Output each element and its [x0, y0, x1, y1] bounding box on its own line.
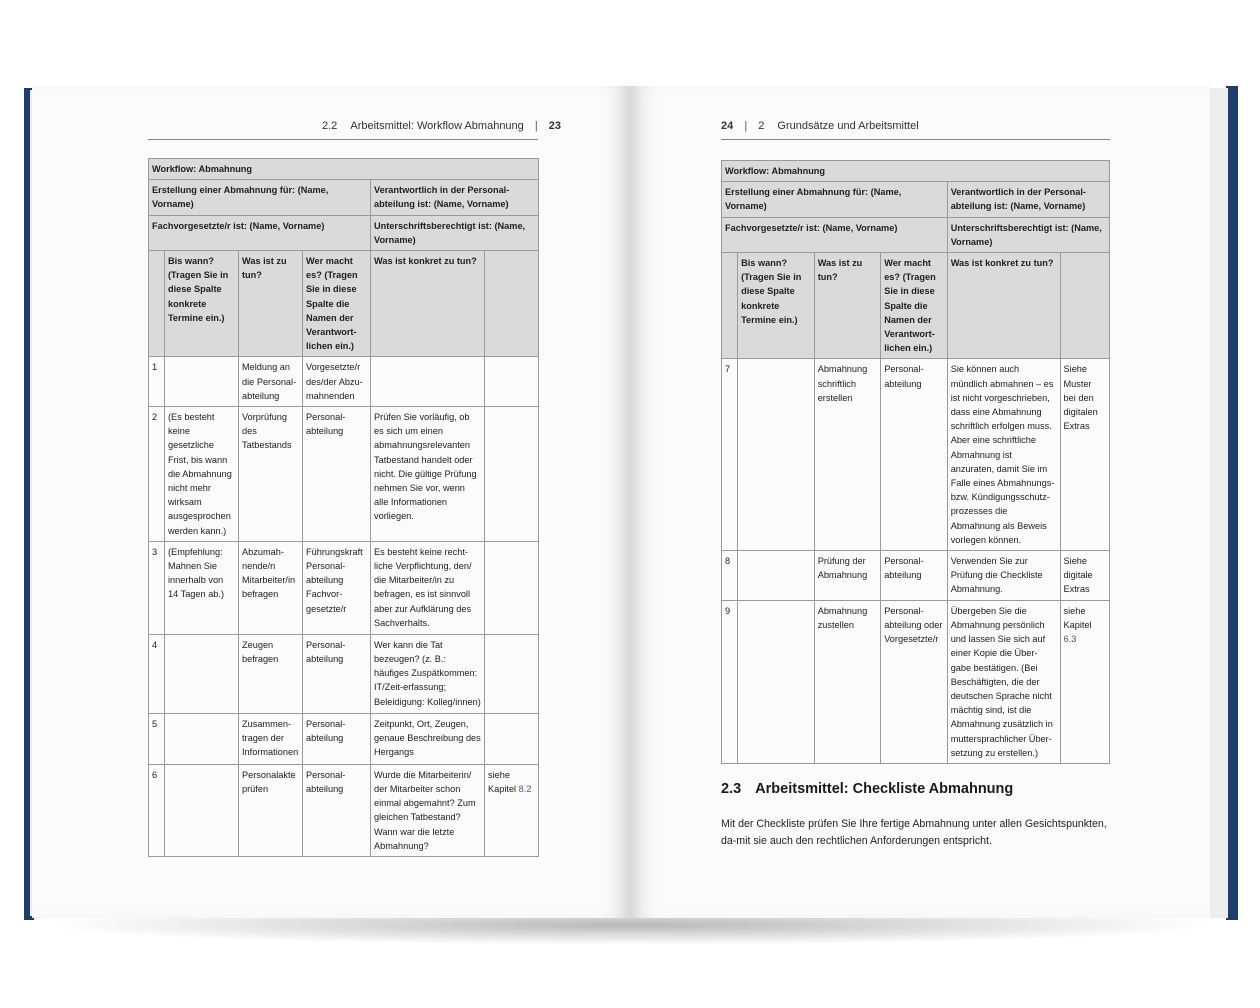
column-header: Was ist zu tun?: [239, 251, 303, 357]
row-reference: [485, 634, 539, 713]
table-row: [149, 634, 539, 713]
row-task: Abmahnung schriftlich erstellen: [814, 359, 881, 551]
row-responsible: Personal-abteilung: [303, 713, 371, 764]
table-row: [149, 357, 539, 407]
row-details: Prüfen Sie vorläufig, ob es sich um einen abmahnungsrelevanten Tatbestand handelt oder nicht. Die gültige Prüfung nehmen Sie vor, wenn alle Informationen vorliegen.: [371, 407, 485, 542]
column-header: Was ist konkret zu tun?: [947, 253, 1060, 359]
row-deadline: [165, 357, 239, 407]
column-header: Was ist konkret zu tun?: [371, 251, 485, 357]
row-number: 9: [722, 600, 738, 763]
row-responsible: Personal-abteilung: [303, 634, 371, 713]
section-number: 2.2: [322, 120, 338, 132]
row-task: Prüfung der Abmahnung: [814, 551, 881, 601]
row-reference: [485, 764, 539, 856]
column-header: Bis wann? (Tragen Sie in diese Spalte konkrete Termine ein.): [738, 253, 815, 359]
row-task: Zeugen befragen: [239, 634, 303, 713]
row-details: Zeitpunkt, Ort, Zeugen, genaue Beschreibung des Hergangs: [371, 713, 485, 764]
signatory-label: Unterschriftsberechtigt ist: (Name, Vorname): [947, 217, 1109, 252]
column-header: [1060, 253, 1109, 359]
column-header: [485, 251, 539, 357]
running-head-title: Arbeitsmittel: Workflow Abmahnung: [350, 120, 524, 132]
section-body: Mit der Checkliste prüfen Sie Ihre fertige Abmahnung unter allen Gesichtspunkten, da-mit sie auch den rechtlichen Anforderungen entspricht.: [721, 818, 1107, 847]
table-title: Workflow: Abmahnung: [722, 161, 1110, 182]
row-details: Verwenden Sie zur Prüfung die Checkliste Abmahnung.: [947, 551, 1060, 601]
right-page: [630, 86, 1210, 918]
row-task: Abzumah-nende/n Mitarbeiter/in befragen: [239, 541, 303, 634]
row-number: 5: [149, 713, 165, 764]
reference-text: Siehe digitale Extras: [1063, 556, 1093, 595]
running-head-title: Grundsätze und Arbeitsmittel: [777, 120, 919, 132]
reference-text: siehe Kapitel: [1063, 605, 1092, 630]
table-row: [722, 551, 1110, 601]
table-row: [149, 407, 539, 542]
running-head-left: 2.2 Arbeitsmittel: Workflow Abmahnung | 23: [322, 120, 562, 132]
row-responsible: Personal-abteilung: [881, 551, 948, 601]
row-reference: [1060, 359, 1109, 551]
chapter-link[interactable]: 6.3: [1063, 634, 1077, 645]
row-details: Übergeben Sie die Abmahnung persönlich und lassen Sie sich auf einer Kopie die Über-gabe bestätigen. (Bei Beschäftigten, die der deutschen Sprache nicht mächtig sind, ist die Abmahnung zusätzlich in muttersprachlicher Über-setzung zu erstellen.): [947, 600, 1060, 763]
row-responsible: Führungskraft Personal-abteilung Fachvor-gesetzte/r: [303, 541, 371, 634]
column-header: Bis wann? (Tragen Sie in diese Spalte konkrete Termine ein.): [165, 251, 239, 357]
row-deadline: (Empfehlung: Mahnen Sie innerhalb von 14 Tagen ab.): [165, 541, 239, 634]
table-title: Workflow: Abmahnung: [149, 159, 539, 180]
row-details: Es besteht keine recht-liche Verpflichtung, den/ die Mitarbeiter/in zu befragen, es ist sinnvoll aber zur Aufklärung des Sachverhalts.: [371, 541, 485, 634]
section-heading-number: 2.3: [721, 781, 742, 797]
row-details: Wer kann die Tat bezeugen? (z. B.: häufiges Zuspätkommen: IT/Zeit-erfassung; Beleidigung: Kolleg/innen): [371, 634, 485, 713]
reference-text: siehe Kapitel: [488, 769, 517, 795]
row-responsible: Personal-abteilung: [303, 764, 371, 856]
row-deadline: [165, 764, 239, 856]
row-reference: [1060, 600, 1109, 763]
row-details: [371, 357, 485, 407]
row-reference: [485, 713, 539, 764]
table-row: [149, 541, 539, 634]
table-row: [149, 713, 539, 764]
row-task: Zusammen-tragen der Informationen: [239, 713, 303, 764]
row-reference: [485, 357, 539, 407]
hr-label: Verantwortlich in der Personal-abteilung ist: (Name, Vorname): [947, 182, 1109, 217]
supervisor-label: Fachvorgesetzte/r ist: (Name, Vorname): [149, 215, 371, 250]
row-number: 3: [149, 541, 165, 634]
table-row: [722, 359, 1110, 551]
signatory-label: Unterschriftsberechtigt ist: (Name, Vorname): [371, 215, 539, 250]
header-rule: [721, 139, 1110, 140]
row-responsible: Personal-abteilung: [881, 359, 948, 551]
column-header: Wer macht es? (Tragen Sie in diese Spalte die Namen der Verantwort-lichen ein.): [881, 253, 948, 359]
row-deadline: [165, 713, 239, 764]
left-page: [32, 86, 630, 918]
section-heading-title: Arbeitsmittel: Checkliste Abmahnung: [755, 781, 1014, 797]
header-rule: [148, 139, 538, 140]
column-header: Was ist zu tun?: [814, 253, 881, 359]
section-heading: [721, 781, 1013, 797]
row-task: Meldung an die Personal-abteilung: [239, 357, 303, 407]
row-number: 6: [149, 764, 165, 856]
row-reference: [1060, 551, 1109, 601]
row-task: Personalakte prüfen: [239, 764, 303, 856]
table-row: [722, 600, 1110, 763]
workflow-table: [721, 160, 1110, 764]
row-reference: [485, 541, 539, 634]
workflow-table: [148, 158, 539, 857]
hr-label: Verantwortlich in der Personal-abteilung ist: (Name, Vorname): [371, 180, 539, 215]
row-number: 7: [722, 359, 738, 551]
chapter-number: 2: [758, 120, 765, 132]
row-task: Abmahnung zustellen: [814, 600, 881, 763]
row-responsible: Vorgesetzte/r des/der Abzu-mahnenden: [303, 357, 371, 407]
row-responsible: Personal-abteilung: [303, 407, 371, 542]
creation-label: Erstellung einer Abmahnung für: (Name, Vorname): [722, 182, 948, 217]
column-header: [722, 253, 738, 359]
page-number: 23: [548, 120, 562, 132]
row-number: 1: [149, 357, 165, 407]
row-number: 4: [149, 634, 165, 713]
row-deadline: [738, 359, 815, 551]
row-details: Sie können auch mündlich abmahnen – es ist nicht vorgeschrieben, dass eine Abmahnung schriftlich erfolgen muss. Aber eine schriftliche Abmahnung ist anzuraten, damit Sie im Falle eines Abmahnungs- bzw. Kündigungsschutz-prozesses die Abmahnung als Beweis vorlegen können.: [947, 359, 1060, 551]
row-number: 2: [149, 407, 165, 542]
column-header: [149, 251, 165, 357]
reference-text: Siehe Muster bei den digitalen Extras: [1063, 364, 1098, 432]
page-edges-right: [1208, 88, 1228, 918]
row-responsible: Personal-abteilung oder Vorgesetzte/r: [881, 600, 948, 763]
row-number: 8: [722, 551, 738, 601]
table-row: [149, 764, 539, 856]
row-reference: [485, 407, 539, 542]
row-deadline: [738, 551, 815, 601]
page-number: 24: [721, 120, 734, 132]
column-header: Wer macht es? (Tragen Sie in diese Spalte die Namen der Verantwort-lichen ein.): [303, 251, 371, 357]
row-task: Vorprüfung des Tatbestands: [239, 407, 303, 542]
row-deadline: (Es besteht keine gesetzliche Frist, bis wann die Abmahnung nicht mehr wirksam ausgesprochen werden kann.): [165, 407, 239, 542]
row-deadline: [165, 634, 239, 713]
creation-label: Erstellung einer Abmahnung für: (Name, Vorname): [149, 180, 371, 215]
supervisor-label: Fachvorgesetzte/r ist: (Name, Vorname): [722, 217, 948, 252]
row-deadline: [738, 600, 815, 763]
row-details: Wurde die Mitarbeiterin/ der Mitarbeiter schon einmal abgemahnt? Zum gleichen Tatbestand? Wann war die letzte Abmahnung?: [371, 764, 485, 856]
running-head-right: 24 | 2 Grundsätze und Arbeitsmittel: [721, 120, 919, 132]
chapter-link[interactable]: 8.2: [518, 784, 532, 795]
